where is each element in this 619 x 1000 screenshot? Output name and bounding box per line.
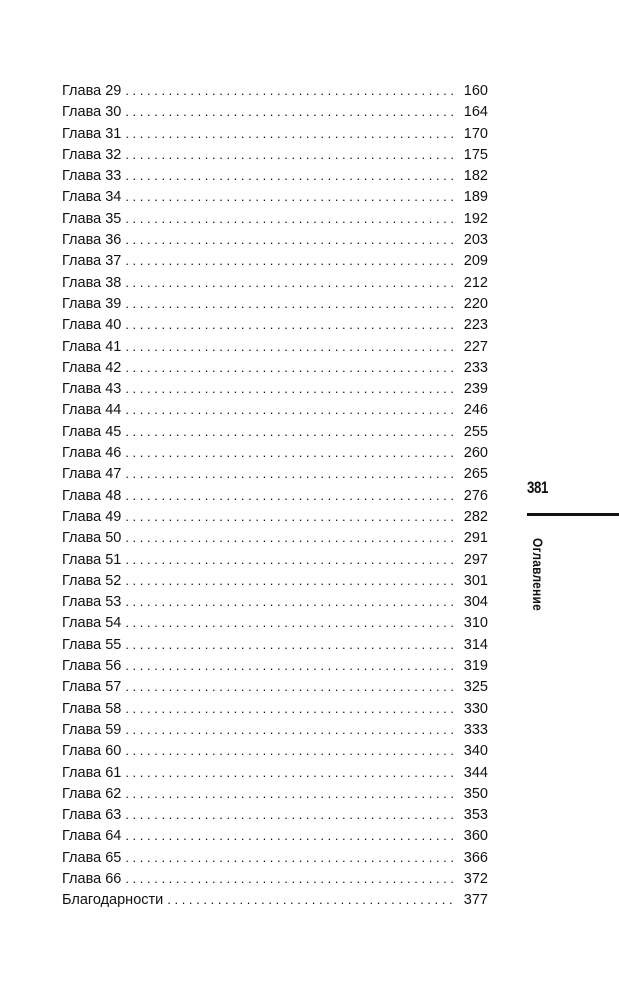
toc-entry-title: Глава 55 [62,636,122,653]
dot-leader [125,676,455,697]
toc-entry-title: Глава 52 [62,572,122,589]
dot-leader [125,506,455,527]
toc-entry-page: 164 [463,104,488,121]
toc-entry-page: 175 [463,146,488,163]
dot-leader [125,868,455,889]
toc-entry-title: Глава 51 [62,551,122,568]
dot-leader [125,570,455,591]
toc-entry-page: 227 [463,338,488,355]
toc-entry-title: Глава 62 [62,785,122,802]
toc-entry-page: 203 [463,232,488,249]
toc-entry-page: 220 [463,295,488,312]
dot-leader [125,208,455,229]
toc-entry [62,634,488,655]
toc-entry-title: Глава 35 [62,210,122,227]
toc-entry [62,101,488,122]
toc-entry-title: Глава 60 [62,743,122,760]
toc-entry-page: 239 [463,381,488,398]
toc-entry-title: Глава 56 [62,658,122,675]
toc-entry-title: Глава 48 [62,487,122,504]
toc-entry-title: Благодарности [62,892,164,909]
toc-entry-title: Глава 46 [62,445,122,462]
toc-entry-title: Глава 38 [62,274,122,291]
toc-entry-title: Глава 63 [62,807,122,824]
toc-entry [62,378,488,399]
toc-entry-page: 330 [463,700,488,717]
toc-entry-page: 314 [463,636,488,653]
toc-entry [62,229,488,250]
table-of-contents [62,80,488,911]
toc-entry [62,399,488,420]
toc-entry [62,549,488,570]
dot-leader [125,399,455,420]
dot-leader [125,80,455,101]
toc-entry [62,719,488,740]
toc-entry [62,293,488,314]
toc-entry [62,847,488,868]
toc-entry [62,336,488,357]
toc-entry [62,740,488,761]
toc-entry-title: Глава 37 [62,253,122,270]
dot-leader [167,889,456,910]
toc-entry [62,612,488,633]
dot-leader [125,847,455,868]
toc-entry-page: 291 [463,530,488,547]
toc-entry-page: 282 [463,508,488,525]
toc-entry [62,570,488,591]
toc-entry-title: Глава 61 [62,764,122,781]
toc-entry-title: Глава 40 [62,317,122,334]
toc-entry-title: Глава 53 [62,594,122,611]
toc-entry-page: 366 [463,849,488,866]
toc-entry [62,208,488,229]
dot-leader [125,144,455,165]
toc-entry [62,250,488,271]
toc-entry-page: 212 [463,274,488,291]
toc-entry [62,186,488,207]
toc-entry-title: Глава 29 [62,83,122,99]
dot-leader [125,762,455,783]
dot-leader [125,549,455,570]
toc-entry-title: Глава 42 [62,359,122,376]
page-number: 381 [527,478,548,497]
dot-leader [125,250,455,271]
dot-leader [125,719,455,740]
toc-entry-title: Глава 58 [62,700,122,717]
toc-entry-page: 297 [463,551,488,568]
dot-leader [125,293,455,314]
toc-entry-title: Глава 59 [62,721,122,738]
toc-entry [62,421,488,442]
toc-entry [62,655,488,676]
dot-leader [125,101,455,122]
toc-entry-title: Глава 32 [62,146,122,163]
toc-entry [62,889,488,910]
toc-entry-page: 325 [463,679,488,696]
toc-entry-title: Глава 45 [62,423,122,440]
dot-leader [125,527,455,548]
toc-entry-title: Глава 47 [62,466,122,483]
dot-leader [125,463,455,484]
toc-entry-title: Глава 41 [62,338,122,355]
dot-leader [125,740,455,761]
toc-entry [62,314,488,335]
dot-leader [125,336,455,357]
toc-entry-page: 246 [463,402,488,419]
toc-entry [62,825,488,846]
dot-leader [125,485,455,506]
dot-leader [125,804,455,825]
toc-entry [62,485,488,506]
toc-entry [62,357,488,378]
toc-entry [62,698,488,719]
toc-entry-title: Глава 64 [62,828,122,845]
toc-entry-page: 209 [463,253,488,270]
toc-entry-page: 170 [463,125,488,142]
toc-entry-page: 377 [463,892,488,909]
dot-leader [125,378,455,399]
toc-entry [62,868,488,889]
running-head-rule [527,513,619,516]
toc-entry-page: 255 [463,423,488,440]
dot-leader [125,123,455,144]
toc-entry-title: Глава 43 [62,381,122,398]
dot-leader [125,698,455,719]
toc-entry-page: 310 [463,615,488,632]
toc-entry-page: 340 [463,743,488,760]
toc-entry-title: Глава 49 [62,508,122,525]
toc-entry-page: 233 [463,359,488,376]
toc-entry-title: Глава 57 [62,679,122,696]
toc-entry-title: Глава 65 [62,849,122,866]
toc-entry-page: 276 [463,487,488,504]
toc-entry-page: 192 [463,210,488,227]
toc-entry-page: 301 [463,572,488,589]
toc-entry [62,123,488,144]
toc-entry-title: Глава 66 [62,870,122,887]
toc-entry-title: Глава 44 [62,402,122,419]
toc-entry-title: Глава 50 [62,530,122,547]
dot-leader [125,783,455,804]
toc-entry-page: 182 [463,168,488,185]
toc-entry-page: 344 [463,764,488,781]
toc-entry [62,591,488,612]
dot-leader [125,591,455,612]
toc-entry [62,165,488,186]
dot-leader [125,655,455,676]
toc-entry [62,762,488,783]
toc-entry [62,272,488,293]
toc-entry-title: Глава 31 [62,125,122,142]
toc-entry [62,80,488,101]
dot-leader [125,634,455,655]
dot-leader [125,825,455,846]
dot-leader [125,314,455,335]
dot-leader [125,165,455,186]
toc-entry [62,527,488,548]
toc-entry-title: Глава 54 [62,615,122,632]
toc-entry-page: 350 [463,785,488,802]
toc-entry-page: 360 [463,828,488,845]
dot-leader [125,612,455,633]
toc-entry-page: 304 [463,594,488,611]
dot-leader [125,442,455,463]
toc-entry-page: 160 [463,83,488,99]
toc-entry-page: 333 [463,721,488,738]
toc-entry [62,804,488,825]
dot-leader [125,229,455,250]
toc-entry [62,463,488,484]
toc-entry-title: Глава 34 [62,189,122,206]
toc-entry-page: 223 [463,317,488,334]
toc-entry-page: 265 [463,466,488,483]
section-title: Оглавление [530,538,546,611]
toc-entry-page: 189 [463,189,488,206]
toc-entry-page: 319 [463,658,488,675]
dot-leader [125,272,455,293]
toc-entry-page: 353 [463,807,488,824]
toc-entry [62,442,488,463]
toc-entry [62,506,488,527]
dot-leader [125,186,455,207]
dot-leader [125,421,455,442]
toc-entry-title: Глава 30 [62,104,122,121]
toc-entry-title: Глава 33 [62,168,122,185]
toc-entry [62,783,488,804]
toc-entry-page: 260 [463,445,488,462]
dot-leader [125,357,455,378]
toc-entry-title: Глава 39 [62,295,122,312]
toc-entry [62,676,488,697]
toc-entry-title: Глава 36 [62,232,122,249]
toc-entry [62,144,488,165]
toc-entry-page: 372 [463,870,488,887]
